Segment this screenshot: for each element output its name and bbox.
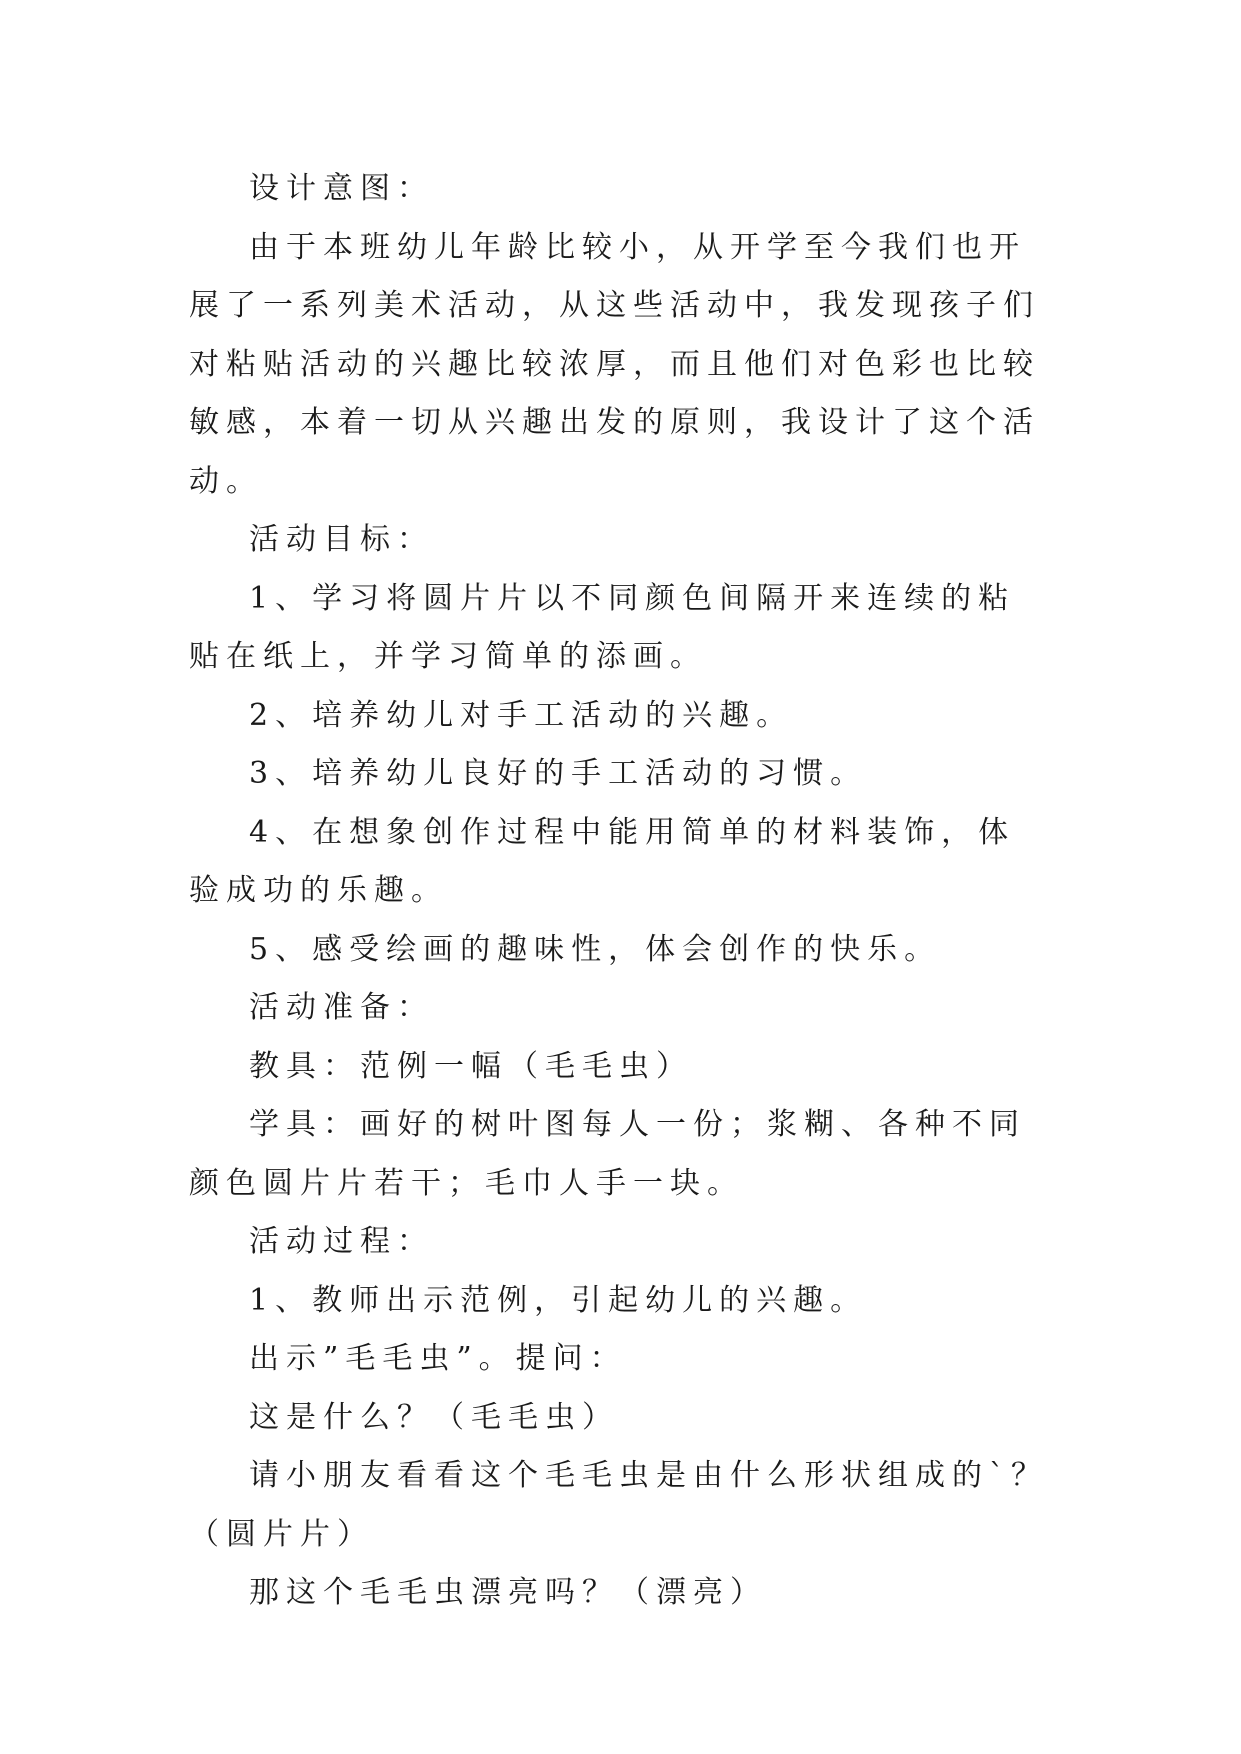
- goal-item-5: 5、感受绘画的趣味性，体会创作的快乐。: [249, 931, 942, 967]
- heading-design-intent: 设计意图：: [249, 171, 434, 206]
- heading-activity-goals: 活动目标：: [249, 522, 434, 557]
- process-step-1: 1、教师出示范例，引起幼儿的兴趣。: [249, 1282, 868, 1318]
- process-question-1: 这是什么？（毛毛虫）: [249, 1399, 619, 1435]
- learning-materials: 学具：画好的树叶图每人一份；浆糊、各种不同颜色圆片片若干；毛巾人手一块。: [189, 1107, 1026, 1201]
- goal-item-1: 1、学习将圆片片以不同颜色间隔开来连续的粘贴在纸上，并学习简单的添画。: [189, 580, 1016, 674]
- document-body: [189, 160, 1049, 1623]
- process-question-2: 请小朋友看看这个毛毛虫是由什么形状组成的`？（圆片片）: [189, 1458, 1048, 1552]
- teaching-aids: 教具：范例一幅（毛毛虫）: [249, 1048, 693, 1084]
- goal-item-4: 4、在想象创作过程中能用简单的材料装饰，体验成功的乐趣。: [189, 814, 1016, 908]
- process-question-3: 那这个毛毛虫漂亮吗？（漂亮）: [249, 1575, 767, 1610]
- process-line-show: 出示”毛毛虫”。提问：: [249, 1341, 627, 1376]
- heading-activity-process: 活动过程：: [249, 1224, 434, 1259]
- goal-item-3: 3、培养幼儿良好的手工活动的习惯。: [249, 756, 868, 791]
- goal-item-2: 2、培养幼儿对手工活动的兴趣。: [249, 697, 794, 733]
- heading-activity-preparation: 活动准备：: [249, 990, 434, 1025]
- paragraph-design-intent: 由于本班幼儿年龄比较小，从开学至今我们也开展了一系列美术活动，从这些活动中，我发现孩子们对粘贴活动的兴趣比较浓厚，而且他们对色彩也比较敏感，本着一切从兴趣出发的原则，我设计了这个活动。: [189, 229, 1040, 499]
